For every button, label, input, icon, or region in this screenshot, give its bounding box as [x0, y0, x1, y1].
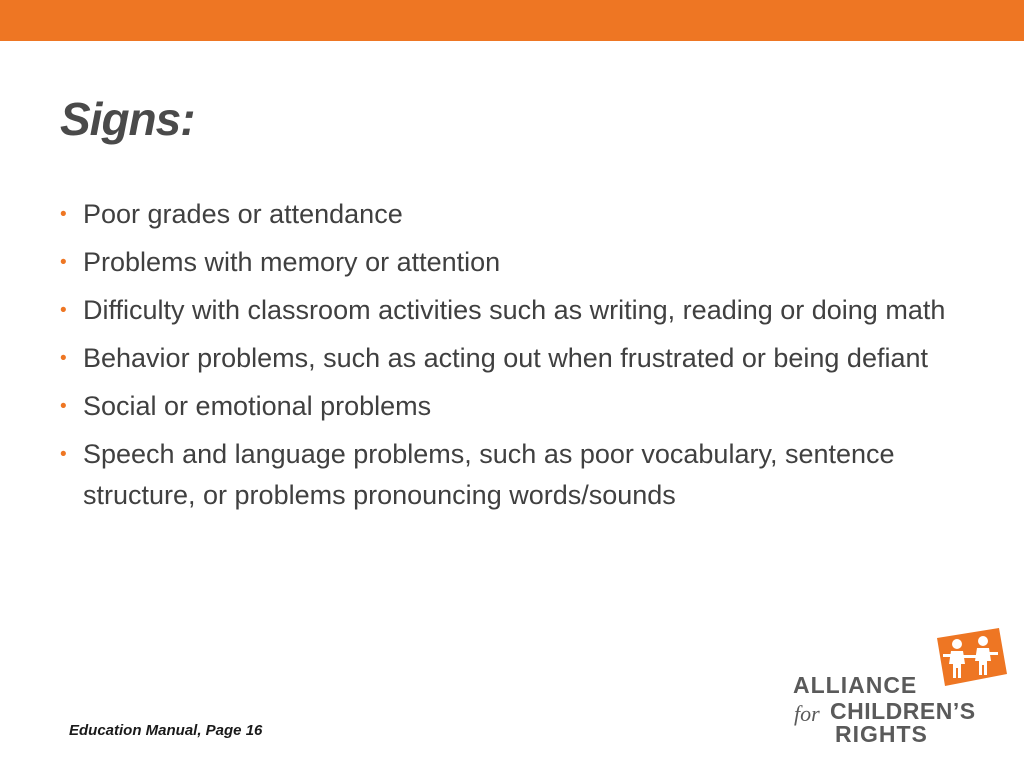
bullet-dot-icon: •: [60, 348, 67, 369]
bullet-item: [60, 338, 980, 379]
logo-line-rights: RIGHTS: [835, 721, 928, 747]
bullet-item: [60, 434, 980, 516]
bullet-dot-icon: •: [60, 300, 67, 321]
bullet-text: Problems with memory or attention: [83, 247, 501, 277]
bullet-dot-icon: •: [60, 444, 67, 465]
bullet-list: [60, 194, 980, 523]
logo-line-alliance: ALLIANCE: [793, 672, 918, 698]
children-holding-hands-icon: [933, 628, 1007, 688]
bullet-item: [60, 242, 980, 283]
top-accent-bar: [0, 0, 1024, 41]
bullet-item: [60, 386, 980, 427]
bullet-text: Speech and language problems, such as poor vocabulary, sentence structure, or problems pronouncing words/sounds: [83, 439, 895, 510]
bullet-text: Poor grades or attendance: [83, 199, 403, 229]
bullet-item: [60, 290, 980, 331]
bullet-dot-icon: •: [60, 252, 67, 273]
bullet-dot-icon: •: [60, 396, 67, 417]
footer-source: Education Manual, Page 16: [69, 722, 263, 739]
bullet-text: Social or emotional problems: [83, 391, 432, 421]
slide-title: Signs:: [60, 93, 195, 145]
alliance-logo: [790, 628, 1005, 748]
bullet-item: [60, 194, 980, 235]
logo-word-for: for: [794, 701, 820, 726]
bullet-dot-icon: •: [60, 204, 67, 225]
bullet-text: Behavior problems, such as acting out when frustrated or being defiant: [83, 343, 928, 373]
bullet-text: Difficulty with classroom activities such as writing, reading or doing math: [83, 295, 946, 325]
logo-line-childrens: CHILDREN’S: [830, 698, 976, 724]
